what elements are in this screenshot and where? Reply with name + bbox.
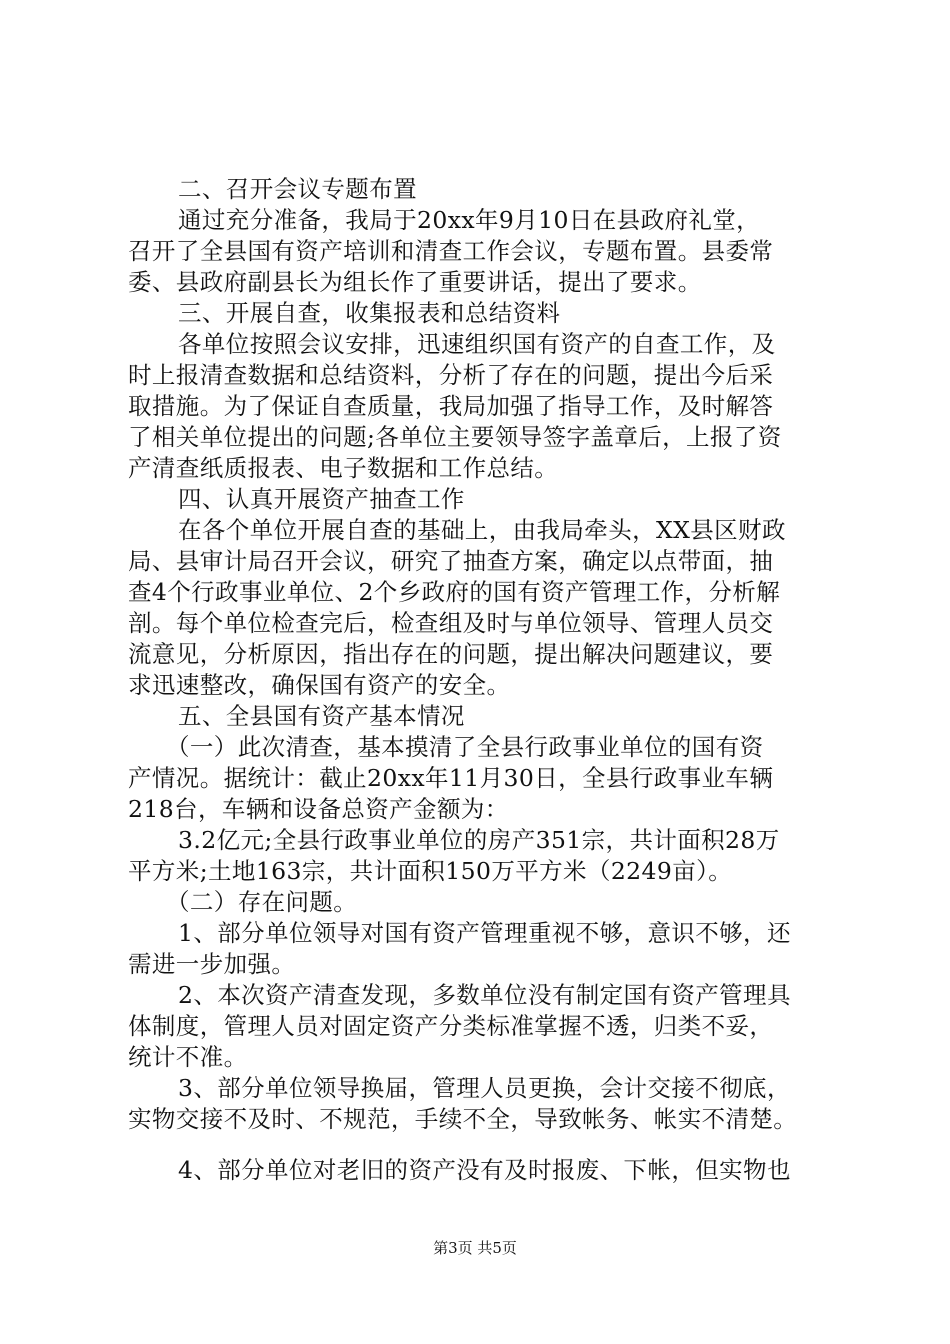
paragraph-line: 实物交接不及时、不规范，手续不全，导致帐务、帐实不清楚。 — [128, 1105, 798, 1133]
paragraph-line: 需进一步加强。 — [128, 950, 296, 978]
subsection-heading: （二）存在问题。 — [166, 888, 358, 916]
paragraph-line: （一）此次清查，基本摸清了全县行政事业单位的国有资 — [166, 733, 764, 761]
paragraph-line: 体制度，管理人员对固定资产分类标准掌握不透，归类不妥， — [128, 1012, 774, 1040]
paragraph-line: 召开了全县国有资产培训和清查工作会议，专题布置。县委常 — [128, 237, 774, 265]
paragraph-line: 产情况。据统计：截止20xx年11月30日，全县行政事业车辆 — [128, 764, 774, 792]
section-heading-4: 四、认真开展资产抽查工作 — [178, 485, 465, 513]
paragraph-line: 在各个单位开展自查的基础上，由我局牵头，XX县区财政 — [178, 516, 786, 544]
list-item: 1、部分单位领导对国有资产管理重视不够，意识不够，还 — [178, 919, 791, 947]
paragraph-line: 局、县审计局召开会议，研究了抽查方案，确定以点带面，抽 — [128, 547, 774, 575]
paragraph-line: 剖。每个单位检查完后，检查组及时与单位领导、管理人员交 — [128, 609, 774, 637]
section-heading-3: 三、开展自查，收集报表和总结资料 — [178, 299, 561, 327]
list-item: 2、本次资产清查发现，多数单位没有制定国有资产管理具 — [178, 981, 791, 1009]
paragraph-line: 时上报清查数据和总结资料，分析了存在的问题，提出今后采 — [128, 361, 774, 389]
paragraph-line: 统计不准。 — [128, 1043, 248, 1071]
list-item: 4、部分单位对老旧的资产没有及时报废、下帐，但实物也 — [178, 1156, 791, 1184]
paragraph-line: 各单位按照会议安排，迅速组织国有资产的自查工作，及 — [178, 330, 776, 358]
paragraph-line: 平方米;土地163宗，共计面积150万平方米（2249亩）。 — [128, 857, 733, 885]
paragraph-line: 流意见，分析原因，指出存在的问题，提出解决问题建议，要 — [128, 640, 774, 668]
section-heading-2: 二、召开会议专题布置 — [178, 175, 417, 203]
paragraph-line: 求迅速整改，确保国有资产的安全。 — [128, 671, 511, 699]
paragraph-line: 产清查纸质报表、电子数据和工作总结。 — [128, 454, 559, 482]
paragraph-line: 了相关单位提出的问题;各单位主要领导签字盖章后，上报了资 — [128, 423, 782, 451]
paragraph-line: 3.2亿元;全县行政事业单位的房产351宗，共计面积28万 — [178, 826, 780, 854]
paragraph-line: 218台，车辆和设备总资产金额为： — [128, 795, 509, 823]
list-item: 3、部分单位领导换届，管理人员更换，会计交接不彻底， — [178, 1074, 791, 1102]
paragraph-line: 取措施。为了保证自查质量，我局加强了指导工作，及时解答 — [128, 392, 774, 420]
paragraph-line: 委、县政府副县长为组长作了重要讲话，提出了要求。 — [128, 268, 702, 296]
section-heading-5: 五、全县国有资产基本情况 — [178, 702, 465, 730]
paragraph-line: 查4个行政事业单位、2个乡政府的国有资产管理工作，分析解 — [128, 578, 781, 606]
page-number-footer: 第3页 共5页 — [433, 1239, 517, 1257]
paragraph-line: 通过充分准备，我局于20xx年9月10日在县政府礼堂， — [178, 206, 761, 234]
